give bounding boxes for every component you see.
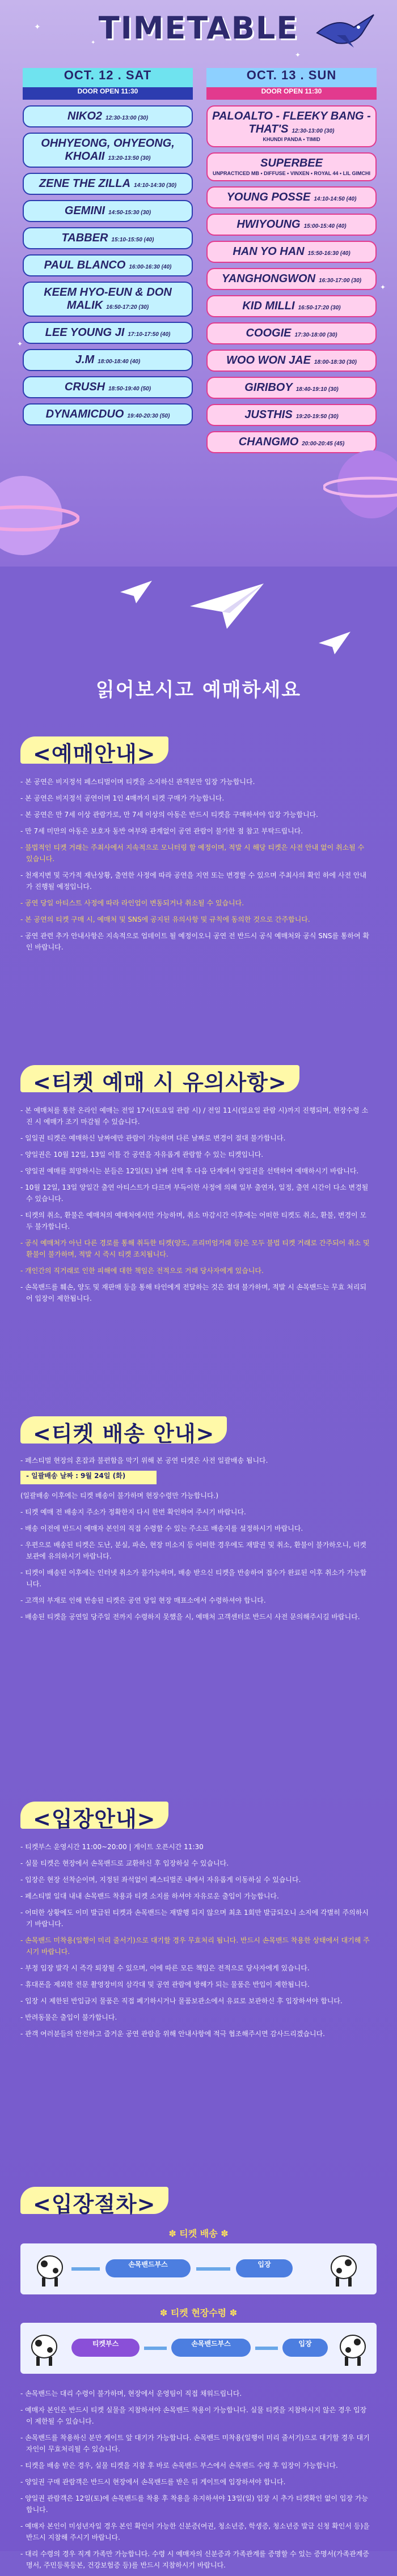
timetable-slot (23, 322, 193, 344)
slot-time: 18:00-18:30 (30) (314, 359, 357, 365)
sat-slot-list (23, 105, 193, 425)
section-title-caution: <티켓 예매 시 유의사항> (20, 1065, 299, 1092)
info-bullet: - 예매자 본인이 미성년자일 경우 본인 확인이 가능한 신분증(여권, 청소년증, 학생증, 청소년증 발급 신청 확인서 등)을 반드시 지참해 주시기 바랍니다. (20, 2522, 370, 2541)
sat-column (23, 68, 193, 431)
artist-name: GEMINI (64, 205, 105, 217)
flow-delivery (20, 2243, 377, 2294)
ship-date: - 일괄배송 날짜 : 9월 24일 (화) (20, 1471, 157, 1484)
cow-icon (27, 2330, 61, 2367)
info-bullet: - 본 공연의 티켓 구매 시, 예매처 및 SNS에 공지된 유의사항 및 규칙에 동의한 것으로 간주합니다. (20, 916, 310, 923)
artist-name: WOO WON JAE (226, 354, 311, 367)
artist-name: YOUNG POSSE (226, 191, 311, 203)
info-bullet: - 페스티벌 일대 내내 손목밴드 착용과 티켓 소지를 하셔야 자유로운 출입이 가능합니다. (20, 1892, 279, 1900)
artist-name: HWIYOUNG (236, 218, 301, 231)
artist-name: NIKO2 (67, 110, 103, 122)
info-bullet: - 반려동물은 출입이 불가합니다. (20, 2013, 117, 2021)
artist-name: KID MILLI (242, 300, 295, 312)
sparkle-icon: ✦ (295, 51, 301, 59)
caution-list (20, 1105, 372, 1309)
artist-name: YANGHONGWON (221, 272, 316, 285)
artist-name: PALOALTO - FLEEKY BANG - THAT'S (212, 110, 371, 135)
flow-node: 손목밴드부스 (171, 2339, 251, 2357)
timetable-slot (206, 105, 377, 147)
flow-node: 티켓부스 (71, 2339, 140, 2357)
timetable-slot (206, 295, 377, 317)
info-bullet: - 어떠한 상황에도 이미 발급된 티켓과 손목밴드는 재발행 되지 않으며 최초 1회만 발급되오니 소지에 각별히 주의하시기 바랍니다. (20, 1909, 369, 1928)
cow-icon (327, 2250, 361, 2288)
flow-node: 입장 (236, 2259, 293, 2277)
timetable-slot (206, 377, 377, 399)
info-bullet: - 손목밴드 미착용(일행이 미리 줄서기)으로 대기할 경우 무효처리 됩니다. 반드시 손목밴드 착용한 상태에서 대기해 주시기 바랍니다. (20, 1936, 370, 1956)
timetable-slot (206, 350, 377, 372)
timetable-slot (23, 349, 193, 371)
slot-time: 14:10-14:30 (30) (134, 182, 177, 189)
info-bullet: - 티켓을 배송 받은 경우, 실물 티켓을 지참 후 바로 손목밴드 부스에서 손목밴드 수령 후 입장이 가능합니다. (20, 2462, 338, 2469)
sun-door-open: DOOR OPEN 11:30 (206, 87, 377, 100)
info-bullet: - 페스티벌 현장의 혼잡과 불편함을 막기 위해 본 공연 티켓은 사전 일괄배송 됩니다. (20, 1457, 268, 1464)
timetable-slot (23, 282, 193, 317)
flow-onsite (20, 2323, 377, 2374)
info-bullet: - 개인간의 직거래로 인한 피해에 대한 책임은 전적으로 거래 당사자에게 있습니다. (20, 1267, 264, 1275)
slot-time: 12:30-13:00 (30) (105, 115, 149, 121)
sun-column (206, 68, 377, 458)
arrow-icon (71, 2267, 100, 2271)
slot-time: 12:30-13:00 (30) (292, 128, 335, 134)
flow-node: 손목밴드부스 (105, 2259, 191, 2277)
timetable-slot (23, 133, 193, 168)
slot-time: 18:00-18:40 (40) (98, 359, 141, 365)
artist-name: CHANGMO (238, 436, 299, 448)
artist-name: GIRIBOY (244, 381, 293, 394)
timetable-slot (23, 173, 193, 195)
artist-name: LEE YOUNG JI (45, 326, 125, 339)
timetable-slot (206, 241, 377, 263)
info-bullet: - 본 공연은 비지정석 공연이며 1인 4매까지 티켓 구매가 가능합니다. (20, 794, 225, 802)
section-title-booking: <예매안내> (20, 736, 168, 764)
slot-subtitle: UNPRACTICED MB • DIFFUSE • VINXEN • ROYAL 44 • LIL GIMCHI (213, 171, 370, 176)
process-list (20, 2388, 372, 2576)
sparkle-icon: ✦ (380, 283, 386, 291)
info-bullet: - 배송된 티켓을 공연일 당주일 전까지 수령하지 못했을 시, 예매처 고객센터로 반드시 사전 문의해주시길 바랍니다. (20, 1613, 360, 1621)
slot-time: 16:50-17:20 (30) (106, 304, 149, 310)
info-bullet: - 양일권 관람객은 12일(토)에 손목밴드를 착용 후 착용을 유지하셔야 13일(일) 입장 시 추가 티켓확인 없이 입장 가능합니다. (20, 2494, 369, 2514)
timetable-title: TIMETABLE (98, 10, 299, 46)
timetable-slot (206, 268, 377, 290)
slot-time: 19:20-19:50 (30) (295, 414, 339, 420)
info-bullet: - 손목밴드를 훼손, 양도 및 재판매 등을 통해 타인에게 전달하는 것은 절대 불가하며, 적발 시 손목밴드는 무효 처리되어 입장이 제한됩니다. (20, 1283, 367, 1302)
arrow-icon (196, 2267, 230, 2271)
flow-ticket-delivery-title: ✽ 티켓 배송 ✽ (168, 2228, 229, 2239)
timetable-slot (23, 254, 193, 276)
info-bullet: - 휴대폰을 제외한 전문 촬영장비의 삼각대 및 공연 관람에 방해가 되는 물품은 반입이 제한됩니다. (20, 1981, 310, 1989)
timetable-slot (206, 186, 377, 208)
info-bullet: - 부정 입장 발각 시 즉각 퇴장될 수 있으며, 이에 따른 모든 책임은 전적으로 당사자에게 있습니다. (20, 1964, 310, 1972)
info-bullet: - 손목밴드를 착용하신 분만 게이트 앞 대기가 가능합니다. 손목밴드 미착용(일행이 미리 줄서기)으로 대기할 경우 대기자인이 무효처리될 수 있습니다. (20, 2434, 370, 2453)
slot-time: 17:30-18:00 (30) (294, 332, 337, 338)
slot-time: 15:10-15:50 (40) (111, 237, 154, 243)
sat-day-header: OCT. 12 . SAT (23, 68, 193, 87)
timetable-slot (206, 404, 377, 426)
artist-name: OHHYEONG, OHYEONG, KHOAII (41, 137, 175, 163)
info-bullet: - 불법적인 티켓 거래는 주최사에서 지속적으로 모니터링 할 예정이며, 적발 시 해당 티켓은 사전 안내 없이 취소될 수 있습니다. (20, 844, 365, 863)
timetable-section (0, 0, 397, 567)
slot-time: 15:00-15:40 (40) (303, 223, 347, 229)
timetable-slot (23, 200, 193, 222)
artist-name: DYNAMICDUO (45, 408, 124, 420)
slot-time: 16:50-17:20 (30) (298, 305, 341, 311)
paper-plane-icon (187, 578, 267, 635)
info-bullet: - 배송 이전에 반드시 예매자 본인의 직접 수령할 수 있는 주소로 배송지를 설정하시기 바랍니다. (20, 1525, 303, 1532)
section-title-entry: <입장안내> (20, 1802, 168, 1829)
info-bullet: - 예매자 본인은 반드시 티켓 실물을 지참하셔야 손목밴드 착용이 가능합니다. 실물 티켓을 지참하시지 않은 경우 입장이 제한될 수 있습니다. (20, 2406, 367, 2425)
timetable-slot (23, 105, 193, 127)
paper-plane-icon (119, 578, 153, 606)
info-bullet: - 공연 당일 아티스트 사정에 따라 라인업이 변동되거나 취소될 수 있습니다. (20, 899, 244, 907)
info-bullet: - 관객 여러분들의 안전하고 즐거운 공연 관람을 위해 안내사항에 적극 협조해주시면 감사드리겠습니다. (20, 2030, 325, 2038)
bird-icon (314, 10, 377, 56)
info-bullet: - 공식 예매처가 아닌 다른 경로를 통해 취득한 티켓(양도, 프리미엄거래 등)은 모두 불법 티켓 거래로 간주되어 취소 및 환불이 불가하며, 적발 시 즉시 티켓 조치됩니다. (20, 1239, 370, 1258)
slot-time: 17:10-17:50 (40) (128, 331, 171, 338)
slot-time: 15:50-16:30 (40) (307, 250, 350, 257)
artist-name: PAUL BLANCO (44, 259, 126, 271)
info-bullet: - 티켓부스 운영시간 11:00~20:00 | 게이트 오픈시간 11:30 (20, 1843, 204, 1851)
info-bullet: - 양일권은 10월 12일, 13일 이틀 간 공연을 자유롭게 관람할 수 있는 티켓입니다. (20, 1151, 264, 1159)
info-bullet: - 손목밴드는 대리 수령이 불가하며, 현장에서 운영팀이 직접 채워드립니다. (20, 2390, 242, 2398)
sun-day-header: OCT. 13 . SUN (206, 68, 377, 87)
slot-time: 13:20-13:50 (30) (108, 155, 151, 161)
shipping-list (20, 1490, 372, 1628)
slot-subtitle: KHUNDI PANDA • TIMID (263, 137, 320, 142)
section-title-process: <입장절차> (20, 2187, 168, 2214)
timetable-slot (23, 376, 193, 398)
artist-name: TABBER (61, 232, 108, 244)
timetable-slot (206, 214, 377, 236)
info-bullet: - 천재지변 및 국가적 재난상황, 출연한 사정에 따라 공연을 지연 또는 변경할 수 있으며 주최사의 확인 하에 사전 안내가 진행될 예정입니다. (20, 871, 367, 891)
flow-node: 입장 (282, 2339, 328, 2357)
paper-plane-icon (318, 629, 352, 657)
slot-time: 14:50-15:30 (30) (108, 210, 151, 216)
info-bullet: - 대리 수령의 경우 직계 가족만 가능합니다. 수령 시 예매자의 신분증과 가족관계를 증명할 수 있는 증명서(가족관계증명서, 주민등록등본, 건강보험증 등)를 반드시 지참하시기 바랍니다. (20, 2550, 369, 2569)
info-bullet: - 양일권 예매를 희망하시는 분들은 12일(토) 날짜 선택 후 다음 단계에서 양일권을 선택하여 예매하시기 바랍니다. (20, 1167, 359, 1175)
info-bullet: - 티켓의 취소, 환불은 예매처의 예매처에서만 가능하며, 취소 마감시간 이후에는 어떠한 티켓도 취소, 환불, 변경이 모두 불가합니다. (20, 1211, 367, 1230)
sparkle-icon: ✦ (91, 40, 96, 46)
slot-time: 18:40-19:10 (30) (295, 386, 339, 393)
planet-icon (0, 465, 79, 567)
booking-list (20, 776, 372, 958)
slot-time: 14:10-14:50 (40) (314, 196, 357, 202)
sparkle-icon: ✦ (34, 23, 41, 32)
info-bullet: - 티켓 예매 전 배송지 주소가 정확한지 다시 한번 확인하여 주시기 바랍니다. (20, 1508, 246, 1516)
info-bullet: - 티켓이 배송된 이후에는 인터넷 취소가 불가능하며, 배송 받으신 티켓을 반송하여 접수가 완료된 이후 취소가 가능합니다. (20, 1569, 367, 1588)
arrow-icon (255, 2347, 278, 2350)
info-bullet: - 공연 관련 추가 안내사항은 지속적으로 업데이트 될 예정이오니 공연 전 반드시 공식 예매처와 공식 SNS를 통하여 확인 바랍니다. (20, 932, 370, 951)
timetable-slot (23, 403, 193, 425)
info-bullet: - 양일권 구매 관람객은 반드시 현장에서 손목밴드를 받은 뒤 게이트에 입장하셔야 합니다. (20, 2478, 286, 2486)
info-bullet: (일괄배송 이후에는 티켓 배송이 불가하며 현장수령만 가능합니다.) (20, 1492, 219, 1500)
slot-time: 19:40-20:30 (50) (127, 413, 170, 419)
info-bullet: - 일일권 티켓은 예매하신 날짜에만 관람이 가능하며 다른 날짜로 변경이 절대 불가합니다. (20, 1134, 286, 1142)
info-bullet: - 우편으로 배송된 티켓은 도난, 분실, 파손, 현장 미소지 등 어떠한 경우에도 재발권 및 취소, 환불이 불가하오니, 티켓 보관에 유의하시기 바랍니다. (20, 1541, 366, 1560)
timetable-slot (206, 322, 377, 344)
sat-door-open: DOOR OPEN 11:30 (23, 87, 193, 100)
arrow-icon (144, 2347, 167, 2350)
slot-time: 16:30-17:00 (30) (319, 278, 362, 284)
info-bullet: - 본 공연은 만 7세 이상 관람가로, 만 7세 이상의 아동은 반드시 티켓을 구매하셔야 입장 가능합니다. (20, 811, 318, 819)
page-title: 읽어보시고 예매하세요 (95, 679, 302, 701)
info-bullet: - 실물 티켓은 현장에서 손목밴드로 교환하신 후 입장하실 수 있습니다. (20, 1859, 229, 1867)
cow-icon (33, 2250, 67, 2288)
artist-name: COOGIE (246, 327, 292, 339)
artist-name: SUPERBEE (260, 157, 323, 169)
slot-time: 20:00-20:45 (45) (302, 441, 345, 447)
info-bullet: - 만 7세 미만의 아동은 보호자 동반 여부와 관계없이 공연 관람이 불가한 점 참고 부탁드립니다. (20, 827, 303, 835)
info-bullet: - 본 공연은 비지정석 페스티벌이며 티켓을 소지하신 관객분만 입장 가능합니다. (20, 778, 255, 786)
entry-list (20, 1841, 372, 2045)
cow-icon (336, 2330, 370, 2367)
sun-slot-list (206, 105, 377, 453)
artist-name: KEEM HYO-EUN & DON MALIK (44, 286, 172, 312)
flow-onsite-title: ✽ 티켓 현장수령 ✽ (159, 2307, 238, 2318)
section-title-shipping: <티켓 배송 안내> (20, 1416, 227, 1444)
slot-time: 16:00-16:30 (40) (129, 264, 172, 270)
timetable-slot (206, 152, 377, 181)
slot-time: 18:50-19:40 (50) (108, 386, 151, 392)
artist-name: J.M (75, 354, 95, 366)
info-section (0, 567, 397, 2569)
info-bullet: - 10월 12일, 13일 양일간 출연 아티스트가 다르며 부득이한 사정에 의해 일부 출연자, 일정, 출연 시간이 다소 변경될 수 있습니다. (20, 1183, 369, 1203)
info-bullet: - 입장 시 제한된 반입금지 물품은 직접 폐기하시거나 물품보관소에서 유료로 보관하신 후 입장하셔야 합니다. (20, 1997, 343, 2005)
artist-name: JUSTHIS (244, 408, 293, 421)
sparkle-icon: ✦ (17, 340, 23, 348)
info-bullet: - 고객의 부재로 인해 반송된 티켓은 공연 당일 현장 매표소에서 수령하셔야 합니다. (20, 1596, 266, 1604)
artist-name: CRUSH (64, 381, 105, 393)
info-bullet: - 본 예매처를 통한 온라인 예매는 전일 17시(토요일 관람 시) / 전일 11시(일요일 관람 시)까지 진행되며, 현장수령 소진 시 예매가 조기 마감될 수 있습니다. (20, 1106, 369, 1126)
timetable-slot (23, 227, 193, 249)
shipping-top-list (20, 1455, 372, 1471)
planet-icon (323, 436, 397, 533)
artist-name: ZENE THE ZILLA (39, 177, 131, 190)
info-bullet: - 입장은 현장 선착순이며, 지정된 좌석없이 페스티벌존 내에서 자유롭게 이동하실 수 있습니다. (20, 1876, 301, 1884)
artist-name: HAN YO HAN (233, 245, 305, 258)
